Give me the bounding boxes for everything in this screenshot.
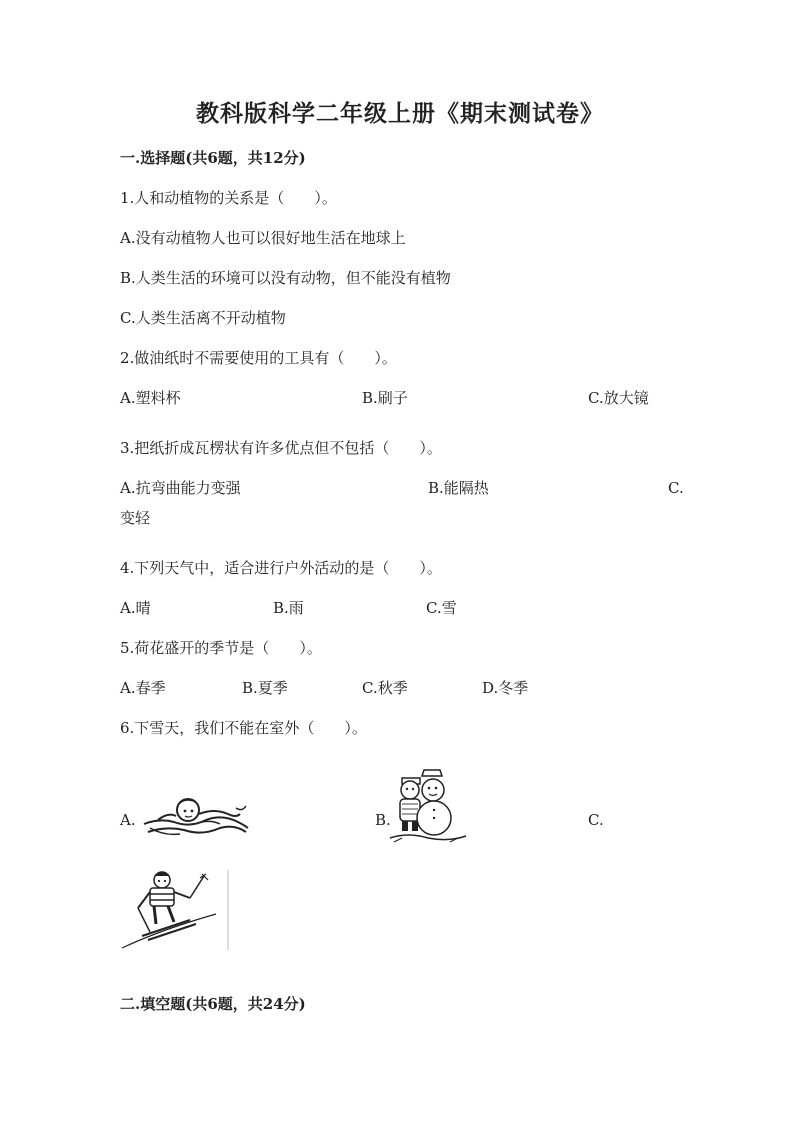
question-6-option-b: B. (375, 811, 391, 829)
question-6-stem: 6.下雪天，我们不能在室外（ ）。 (120, 719, 367, 737)
question-4-option-b: B.雨 (273, 599, 304, 617)
question-2-option-a: A.塑料杯 (120, 389, 181, 407)
question-5-stem: 5.荷花盛开的季节是（ ）。 (120, 639, 322, 657)
question-1-option-c: C.人类生活离不开动植物 (120, 309, 286, 327)
question-1-option-b: B.人类生活的环境可以没有动物，但不能没有植物 (120, 269, 451, 287)
question-2-option-c: C.放大镜 (588, 389, 649, 407)
question-3-option-c-text: 变轻 (120, 509, 151, 527)
question-4-option-a: A.晴 (120, 599, 151, 617)
question-5-option-c: C.秋季 (362, 679, 408, 697)
question-6-option-a: A. (120, 811, 136, 829)
question-4-option-c: C.雪 (426, 599, 457, 617)
swimming-child-icon (140, 792, 252, 842)
snowman-child-icon (388, 768, 468, 844)
question-3-option-c: C. (668, 479, 684, 497)
question-3-option-b: B.能隔热 (428, 479, 489, 497)
question-3-option-a: A.抗弯曲能力变强 (120, 479, 241, 497)
question-2-option-b: B.刷子 (362, 389, 408, 407)
question-5-option-d: D.冬季 (482, 679, 529, 697)
question-1-option-a: A.没有动植物人也可以很好地生活在地球上 (120, 229, 406, 247)
question-6-option-c: C. (588, 811, 604, 829)
question-4-stem: 4.下列天气中，适合进行户外活动的是（ ）。 (120, 559, 442, 577)
page-title: 教科版科学二年级上册《期末测试卷》 (196, 100, 604, 127)
skiing-child-icon (120, 868, 232, 952)
question-5-option-a: A.春季 (120, 679, 166, 697)
question-5-option-b: B.夏季 (242, 679, 288, 697)
question-1-stem: 1.人和动植物的关系是（ ）。 (120, 189, 337, 207)
section-1-heading: 一.选择题(共6题，共12分) (120, 149, 306, 167)
question-2-stem: 2.做油纸时不需要使用的工具有（ ）。 (120, 349, 397, 367)
question-3-stem: 3.把纸折成瓦楞状有许多优点但不包括（ ）。 (120, 439, 442, 457)
section-2-heading: 二.填空题(共6题，共24分) (120, 995, 306, 1013)
